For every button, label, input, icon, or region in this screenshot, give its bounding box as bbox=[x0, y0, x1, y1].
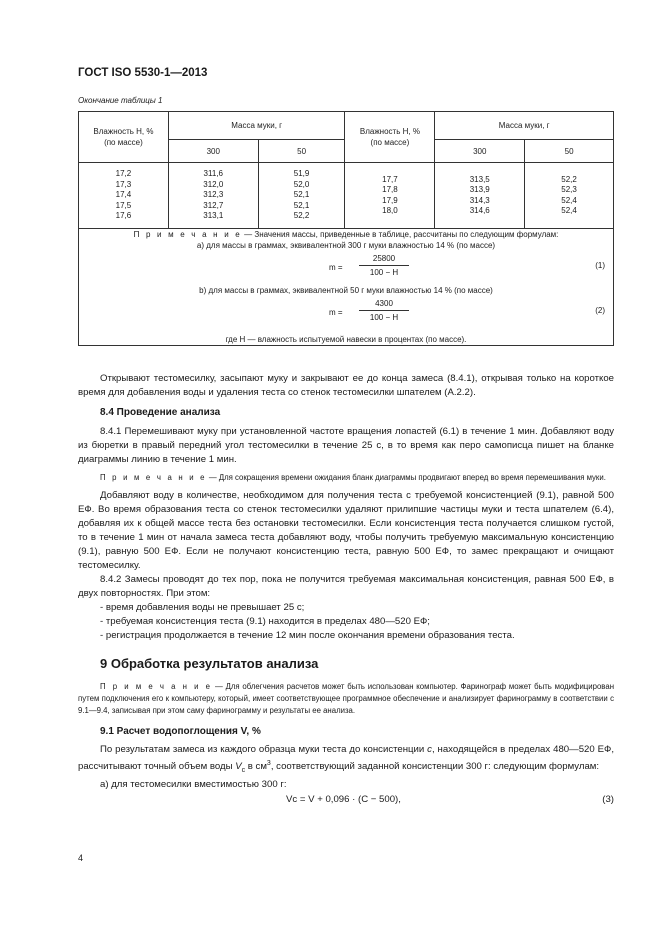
formula-1: m = 25800 100 − H (1) bbox=[329, 254, 605, 277]
table-caption: Окончание таблицы 1 bbox=[78, 96, 163, 105]
header-50-left: 50 bbox=[258, 140, 345, 163]
equation-number-3: (3) bbox=[602, 794, 614, 806]
col-300-right: 313,5 313,9 314,3 314,6 bbox=[435, 163, 525, 229]
standard-designation: ГОСТ ISO 5530-1—2013 bbox=[78, 67, 208, 79]
header-300-right: 300 bbox=[435, 140, 525, 163]
note-diagram: П р и м е ч а н и е — Для сокращения времени ожидания бланк диаграммы продвигают вперед во время перемешивания муки. bbox=[100, 473, 606, 482]
section-8-4-heading: 8.4 Проведение анализа bbox=[100, 407, 221, 418]
list-item: - время добавления воды не превышает 25 с; bbox=[100, 602, 305, 613]
note-item-a: а) для массы в граммах, эквивалентной 300 г муки влажностью 14 % (по массе) bbox=[196, 241, 496, 250]
paragraph-8-4-1: 8.4.1 Перемешивают муку при установленной частоте вращения лопастей (6.1) в течение 1 мин. Добавляют воду из бюретки в правый передний угол тестомесилки в течение 25 с, в то время как перо самописца пишет на бланке диаграммы линию в течение 1 мин. bbox=[78, 426, 614, 465]
col-humidity-left: 17,2 17,3 17,4 17,5 17,6 bbox=[79, 163, 169, 229]
note-computer: П р и м е ч а н и е — Для облегчения расчетов может быть использован компьютер. Фаринограф может быть модифицирован путем подключения его к компьютеру, который, имеет соответствующее программное обеспечение и анализирует фаринограмму в соответствии с 9.1—9.4, записывая при этом саму фаринограмму и результаты ее анализа. bbox=[78, 682, 614, 715]
header-mass-right: Масса муки, г bbox=[435, 112, 614, 140]
equation-number-1: (1) bbox=[595, 261, 605, 270]
list-item: - требуемая консистенция теста (9.1) находится в пределах 480—520 ЕФ; bbox=[100, 616, 430, 627]
equation-number-2: (2) bbox=[595, 306, 605, 315]
item-a-mixer-300: а) для тестомесилки вместимостью 300 г: bbox=[100, 779, 287, 791]
list-item: - регистрация продолжается в течение 12 мин после окончания времени образования теста. bbox=[100, 630, 515, 641]
header-humidity-right: Влажность H, % (по массе) bbox=[345, 112, 435, 163]
body-text bbox=[78, 372, 614, 808]
col-50-right: 52,2 52,3 52,4 52,4 bbox=[525, 163, 614, 229]
col-humidity-right: 17,7 17,8 17,9 18,0 bbox=[345, 163, 435, 229]
header-mass-left: Масса муки, г bbox=[168, 112, 345, 140]
header-humidity-left: Влажность H, % (по массе) bbox=[79, 112, 169, 163]
col-300-left: 311,6 312,0 312,3 312,7 313,1 bbox=[168, 163, 258, 229]
section-9-heading: 9 Обработка результатов анализа bbox=[100, 656, 319, 671]
col-50-left: 51,9 52,0 52,1 52,1 52,2 bbox=[258, 163, 345, 229]
table-note: П р и м е ч а н и е — Значения массы, приведенные в таблице, рассчитаны по следующим формулам: а) для массы в граммах, эквивалентной 300 г муки влажностью 14 % (по массе) m = 25800 100 − H (1) b) для массы в граммах, эквивалентной 50 г муки влажностью 14 % (по массе) m = 4300 100 − H (2) где H — влажность испытуемой навески в процентах (по массе). bbox=[79, 229, 614, 346]
page-number: 4 bbox=[78, 853, 84, 863]
paragraph-add-water: Добавляют воду в количестве, необходимом для получения теста с требуемой консистенцией (9.1), равной 500 ЕФ. Во время образования теста со стенок тестомесилки удаляют прилипшие частицы муки и теста шпателем (6.4), добавляя их к общей массе теста без остановки тестомесилки. Если консистенция теста получается слишком густой, то в течение 1 мин от начала замеса теста добавляют воду, чтобы получить требуемую максимальную консистенцию (9.1), равную 500 ЕФ. Если не получают консистенцию теста, равную 500 ЕФ, то замес прекращают и очищают тестомесилку. bbox=[78, 490, 614, 571]
conditions-list bbox=[78, 601, 614, 643]
header-300-left: 300 bbox=[168, 140, 258, 163]
paragraph-9-1: По результатам замеса из каждого образца муки теста до консистенции c, находящейся в пределах 480—520 ЕФ, рассчитывают точный объем воды $V_c$ в $см^3$, соответствующий заданной консистенции 300 г: следующим формулам: bbox=[78, 744, 614, 775]
note-item-b: b) для массы в граммах, эквивалентной 50 г муки влажностью 14 % (по массе) bbox=[199, 286, 493, 295]
formula-3: Vc = V + 0,096 · (C − 500), (3) bbox=[286, 794, 614, 806]
mass-table bbox=[78, 111, 614, 346]
header-50-right: 50 bbox=[525, 140, 614, 163]
section-9-1-heading: 9.1 Расчет водопоглощения V, % bbox=[100, 726, 261, 737]
note-where: где H — влажность испытуемой навески в процентах (по массе). bbox=[225, 335, 467, 344]
formula-2: m = 4300 100 − H (2) bbox=[329, 299, 605, 322]
paragraph-open-mixer: Открывают тестомесилку, засыпают муку и закрывают ее до конца замеса (8.4.1), открывая только на короткое время для добавления воды и удаления теста со стенок тестомесилки шпателем (А.2.2). bbox=[78, 373, 614, 398]
paragraph-8-4-2: 8.4.2 Замесы проводят до тех пор, пока не получится требуемая максимальная консистенция, равная 500 ЕФ, в двух повторностях. При этом: bbox=[78, 574, 614, 599]
